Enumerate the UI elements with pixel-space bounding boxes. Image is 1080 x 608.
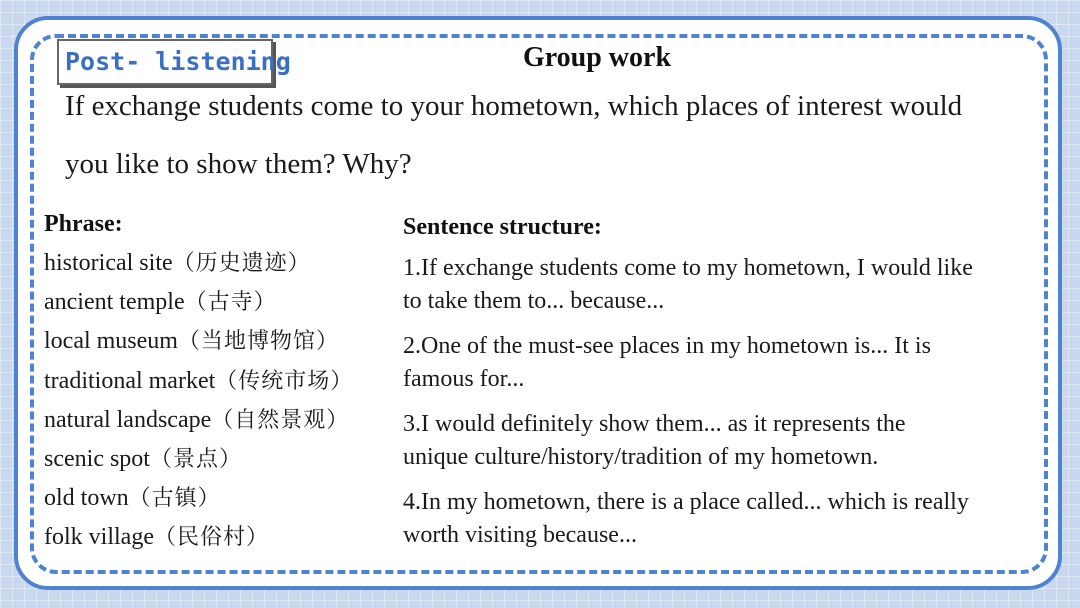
- phrase-en: folk village: [44, 524, 154, 551]
- structure-line: 3.I would definitely show them... as it represents the: [403, 411, 906, 437]
- structure-line: famous for...: [403, 366, 525, 392]
- structure-item-3: [403, 408, 1053, 474]
- structure-item-2: [403, 330, 1053, 396]
- phrase-heading: Phrase:: [44, 211, 123, 237]
- structure-item-1: [403, 252, 1053, 318]
- phrase-cn: （古寺）: [184, 290, 277, 316]
- phrase-list: [44, 246, 353, 560]
- phrase-item: [44, 403, 353, 442]
- phrase-cn: （当地博物馆）: [177, 329, 339, 355]
- phrase-en: traditional market: [44, 367, 216, 394]
- phrase-item: [44, 364, 353, 403]
- question-line-1: If exchange students come to your hometown, which places of interest would: [65, 90, 963, 122]
- phrase-cn: （古镇）: [128, 486, 221, 512]
- phrase-cn: （自然景观）: [211, 407, 350, 433]
- phrase-item: [44, 481, 353, 520]
- phrase-en: historical site: [44, 250, 173, 276]
- phrase-item: [44, 246, 353, 285]
- phrase-cn: （民俗村）: [153, 525, 269, 551]
- phrase-en: old town: [44, 485, 129, 512]
- phrase-en: local museum: [44, 328, 178, 355]
- section-tag: Post- listening: [57, 39, 273, 85]
- phrase-en: scenic spot: [44, 445, 150, 472]
- structure-item-4: [403, 486, 1053, 552]
- structure-line: 1.If exchange students come to my hometown, I would like: [403, 255, 973, 281]
- structure-line: 2.One of the must-see places in my hometown is... It is: [403, 333, 931, 359]
- phrase-cn: （景点）: [149, 446, 242, 472]
- structure-line: to take them to... because...: [403, 288, 665, 314]
- phrase-cn: （传统市场）: [215, 368, 354, 394]
- phrase-en: natural landscape: [44, 406, 212, 433]
- phrase-item: [44, 285, 353, 324]
- phrase-cn: （历史遗迹）: [172, 251, 311, 276]
- structure-line: worth visiting because...: [403, 522, 637, 548]
- phrase-item: [44, 520, 353, 559]
- structure-heading: Sentence structure:: [403, 214, 602, 240]
- slide-title: Group work: [522, 42, 672, 73]
- phrase-item: [44, 442, 353, 481]
- structure-line: unique culture/history/tradition of my hometown.: [403, 444, 879, 470]
- phrase-item: [44, 324, 353, 363]
- phrase-en: ancient temple: [44, 289, 185, 316]
- structure-line: 4.In my hometown, there is a place called... which is really: [403, 489, 969, 515]
- question-line-2: you like to show them? Why?: [65, 148, 412, 180]
